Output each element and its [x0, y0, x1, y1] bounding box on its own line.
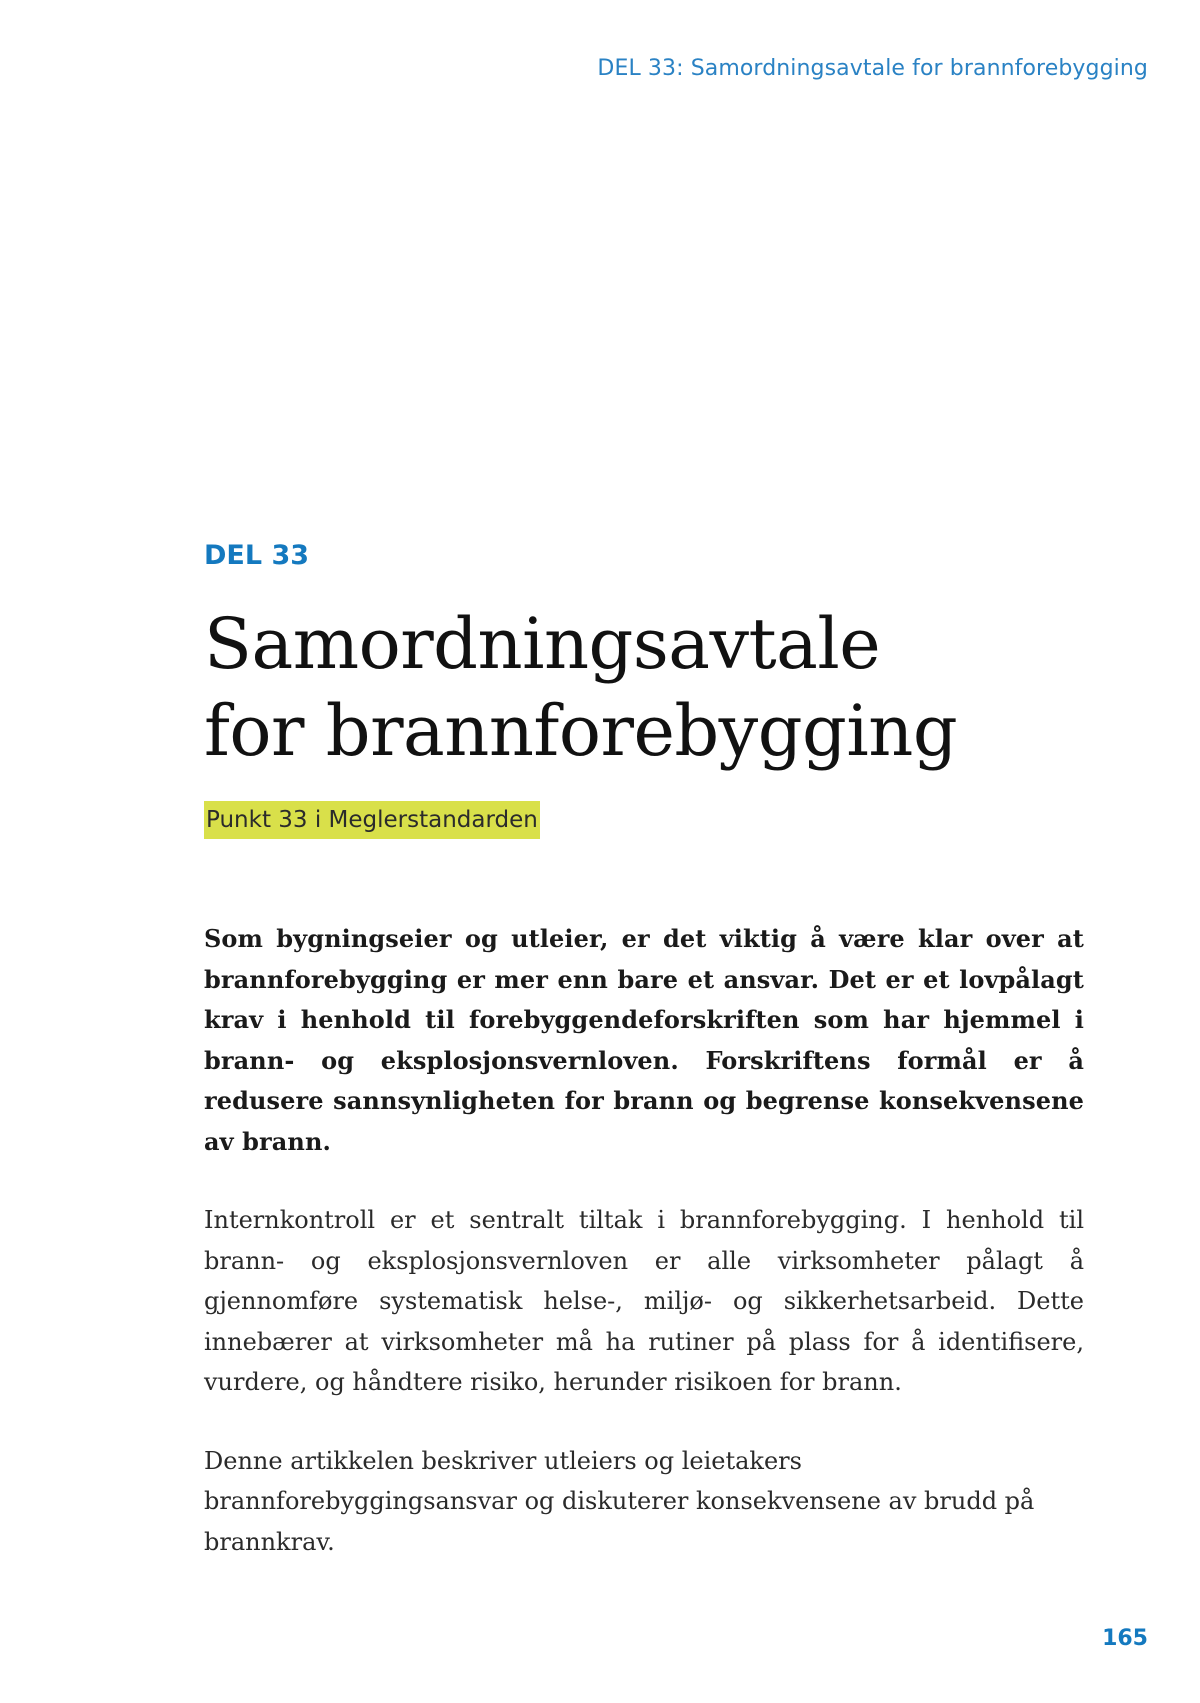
part-label: DEL 33 [204, 540, 310, 571]
body-paragraph-2: Denne artikkelen beskriver utleiers og leietakers brannforebyggingsansvar og diskuterer konsekvensene av brudd på brannkrav. [204, 1446, 1035, 1556]
running-header: DEL 33: Samordningsavtale for brannforebygging [597, 56, 1148, 81]
page-title [204, 601, 1084, 775]
lead-paragraph: Som bygningseier og utleier, er det viktig å være klar over at brannforebygging er mer enn bare et ansvar. Det er et lovpålagt krav i henhold til forebyggendeforskriften som har hjemmel i brann- og eksplosjonsvernloven. Forskriftens formål er å redusere sannsynligheten for brann og begrense konsekvensene av brann. [204, 924, 1084, 1156]
body-paragraph-1: Internkontroll er et sentralt tiltak i brannforebygging. I henhold til brann- og eksplosjonsvernloven er alle virksomheter pålagt å gjennomføre systematisk helse-, miljø- og sikkerhetsarbeid. Dette innebærer at virksomheter må ha rutiner på plass for å identifisere, vurdere, og håndtere risiko, herunder risikoen for brann. [204, 1206, 1084, 1396]
article [204, 540, 1084, 1600]
page-number: 165 [1102, 1626, 1148, 1651]
title-line-2: for brannforebygging [204, 690, 958, 772]
standard-reference-tag: Punkt 33 i Meglerstandarden [204, 801, 540, 839]
title-line-1: Samordningsavtale [204, 603, 881, 685]
